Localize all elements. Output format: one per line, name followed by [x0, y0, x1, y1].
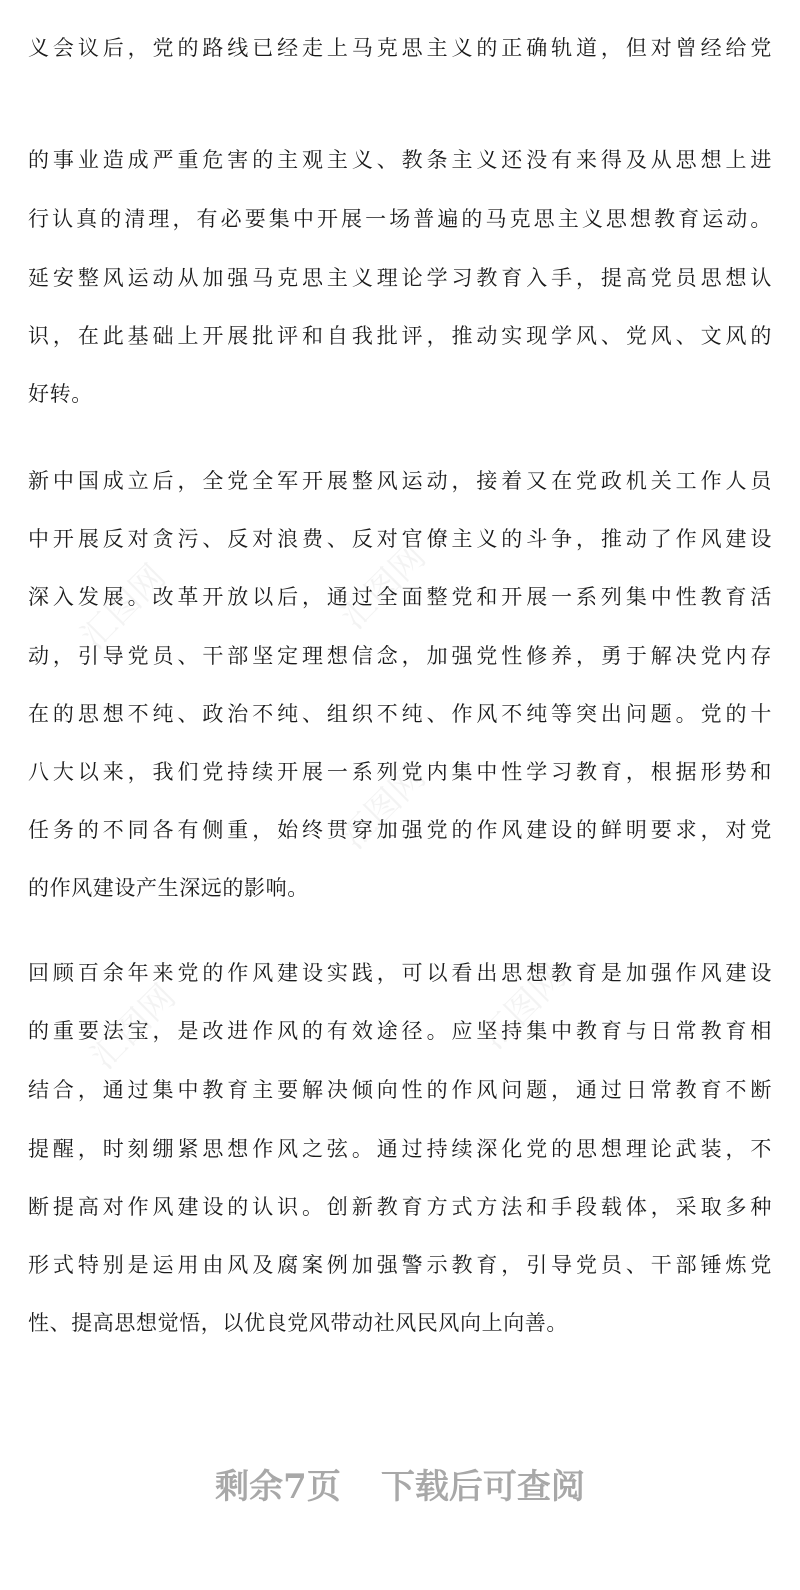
text-line: 提醒，时刻绷紧思想作风之弦。通过持续深化党的思想理论武装，不 [28, 1137, 772, 1161]
watermark: 汇图网 [83, 976, 184, 1078]
remaining-pages-label: 剩余7页 [215, 1467, 341, 1507]
text-line: 形式特别是运用由风及腐案例加强警示教育，引导党员、干部锤炼党 [28, 1253, 772, 1277]
text-line: 回顾百余年来党的作风建设实践，可以看出思想教育是加强作风建设 [28, 961, 772, 985]
text-line: 深入发展。改革开放以后，通过全面整党和开展一系列集中性教育活 [28, 585, 772, 609]
watermark: 汇图网 [333, 536, 434, 638]
text-line: 的作风建设产生深远的影响。 [28, 876, 309, 900]
text-line: 行认真的清理，有必要集中开展一场普遍的马克思主义思想教育运动。 [28, 207, 772, 231]
download-banner[interactable] [0, 1462, 800, 1512]
watermark: 汇图网 [473, 956, 574, 1058]
text-line: 结合，通过集中教育主要解决倾向性的作风问题，通过日常教育不断 [28, 1078, 772, 1102]
text-line: 性、提高思想觉悟，以优良党风带动社风民风向上向善。 [28, 1311, 568, 1335]
text-line: 断提高对作风建设的认识。创新教育方式方法和手段载体，采取多种 [28, 1195, 772, 1219]
text-line: 义会议后，党的路线已经走上马克思主义的正确轨道，但对曾经给党 [28, 36, 772, 60]
text-line: 在的思想不纯、政治不纯、组织不纯、作风不纯等突出问题。党的十 [28, 702, 772, 726]
text-line: 八大以来，我们党持续开展一系列党内集中性学习教育，根据形势和 [28, 760, 772, 784]
download-hint-label: 下载后可查阅 [380, 1467, 585, 1507]
text-line: 新中国成立后，全党全军开展整风运动，接着又在党政机关工作人员 [28, 469, 772, 493]
text-line: 识，在此基础上开展批评和自我批评，推动实现学风、党风、文风的 [28, 324, 772, 348]
text-line: 动，引导党员、干部坚定理想信念，加强党性修养，勇于解决党内存 [28, 644, 772, 668]
text-line: 的事业造成严重危害的主观主义、教条主义还没有来得及从思想上进 [28, 148, 772, 172]
text-line: 的重要法宝，是改进作风的有效途径。应坚持集中教育与日常教育相 [28, 1019, 772, 1043]
watermark: 汇图网 [333, 756, 434, 858]
text-line: 延安整风运动从加强马克思主义理论学习教育入手，提高党员思想认 [28, 266, 772, 290]
watermark: 汇图网 [73, 556, 174, 658]
text-line: 中开展反对贪污、反对浪费、反对官僚主义的斗争，推动了作风建设 [28, 527, 772, 551]
text-line: 任务的不同各有侧重，始终贯穿加强党的作风建设的鲜明要求，对党 [28, 818, 772, 842]
text-line: 好转。 [28, 382, 93, 406]
